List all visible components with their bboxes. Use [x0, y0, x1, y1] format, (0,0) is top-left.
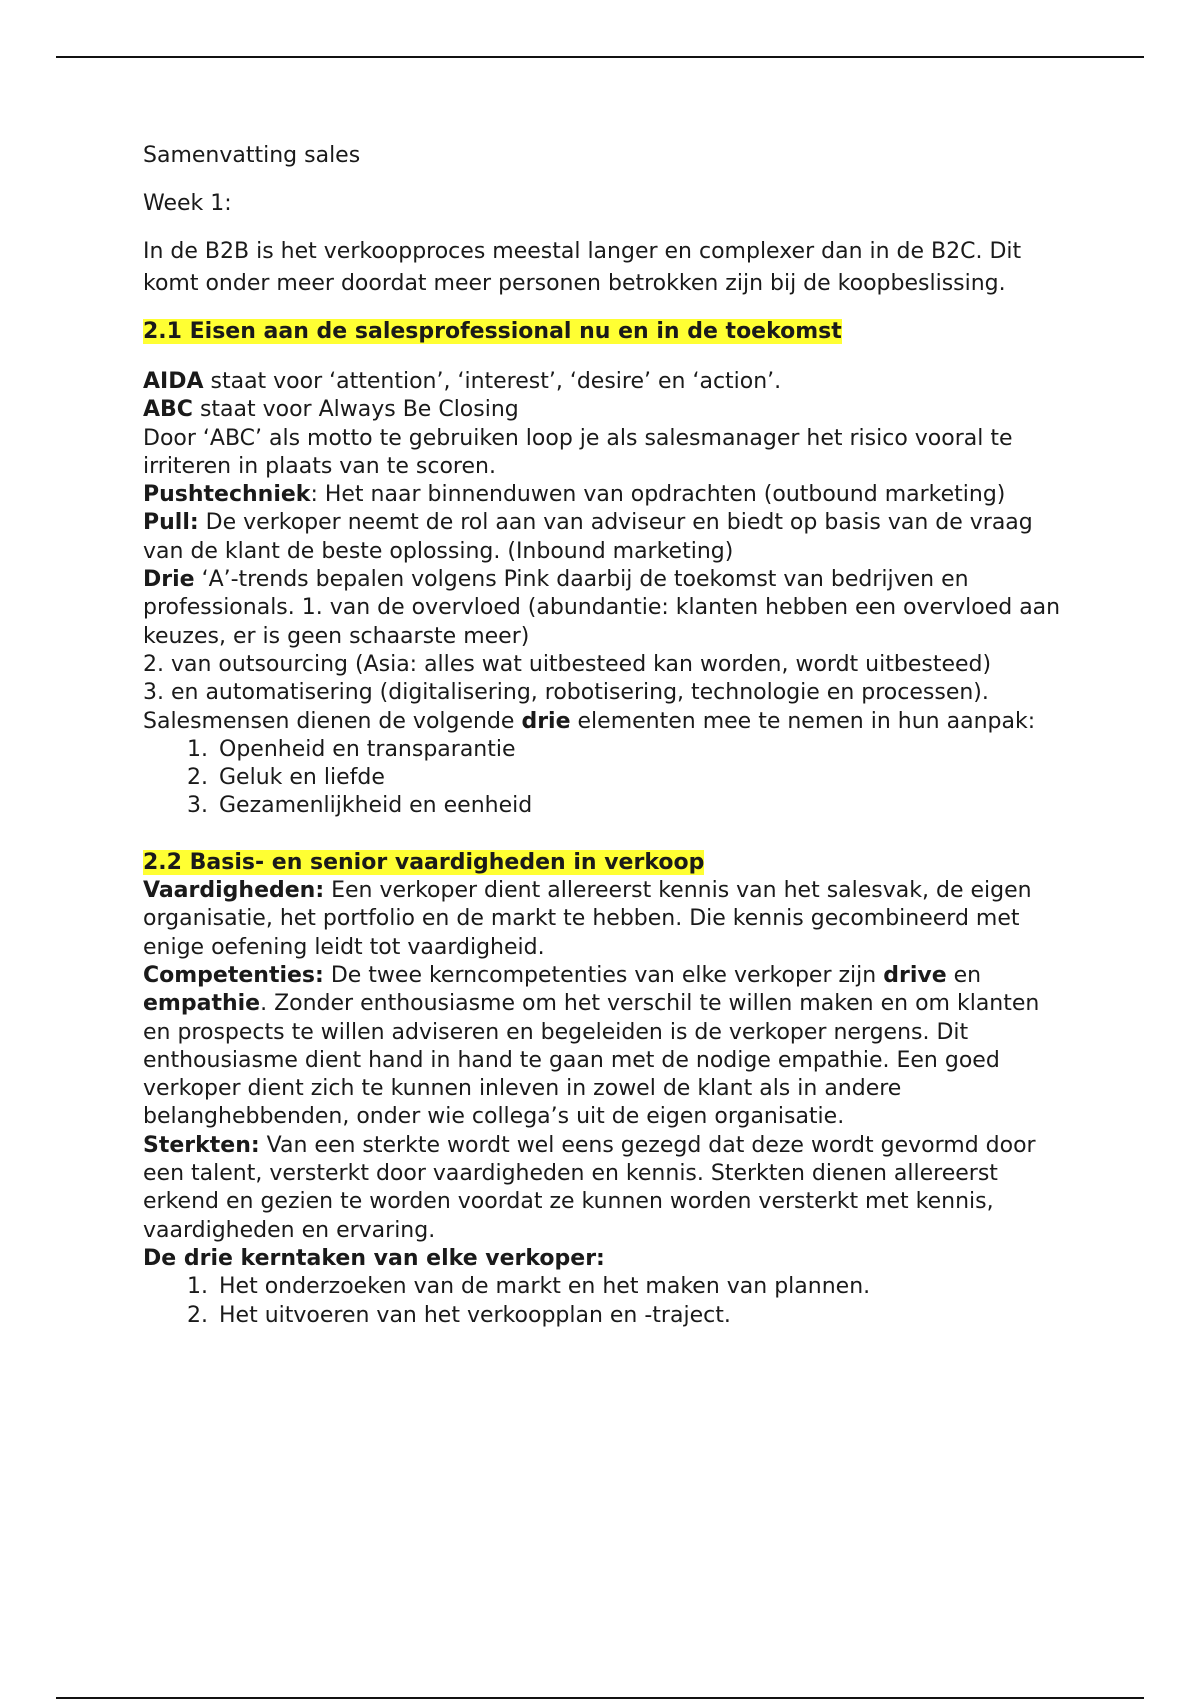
footer-rule: [56, 1697, 1144, 1699]
elements-list: [143, 736, 1063, 821]
section-heading-2-2-text: 2.2 Basis- en senior vaardigheden in verkoop: [143, 849, 705, 875]
aida-term: AIDA: [143, 369, 204, 394]
document-page: [143, 140, 1063, 1330]
competenties-term: Competenties:: [143, 962, 324, 988]
list-item: 2. Het uitvoeren van het verkoopplan en -traject.: [215, 1302, 1063, 1330]
elements-line: [143, 708, 1063, 736]
section-2-2-body: [143, 849, 1063, 1330]
vaardigheden-term: Vaardigheden:: [143, 878, 325, 904]
kerntaken-heading: [143, 1245, 1063, 1273]
section-2-1-body: [143, 368, 1063, 821]
kerntaken-heading-text: De drie kerntaken van elke verkoper:: [143, 1245, 605, 1271]
push-text: : Het naar binnenduwen van opdrachten (outbound marketing): [310, 482, 1006, 508]
section-heading-2-2: [143, 849, 1063, 877]
trend-2-line: 2. van outsourcing (Asia: alles wat uitbesteed kan worden, wordt uitbesteed): [143, 651, 992, 677]
push-term: Pushtechniek: [143, 482, 311, 508]
document-title: Samenvatting sales: [143, 143, 361, 168]
sterkten-line: [143, 1132, 1063, 1245]
motto-line: Door ‘ABC’ als motto te gebruiken loop je als salesmanager het risico vooral te irriteren in plaats van te scoren.: [143, 425, 1013, 479]
elements-pre: Salesmensen dienen de volgende: [143, 708, 522, 734]
list-item: 2. Geluk en liefde: [215, 764, 1063, 792]
drie-term: Drie: [143, 567, 195, 593]
abc-term: ABC: [143, 397, 193, 423]
aida-line: [143, 368, 1063, 396]
trend-3-line: 3. en automatisering (digitalisering, robotisering, technologie en processen).: [143, 680, 989, 706]
week-label: Week 1:: [143, 191, 232, 216]
list-item: 1. Openheid en transparantie: [215, 736, 1063, 764]
competenties-line: [143, 962, 1063, 1132]
sterkten-term: Sterkten:: [143, 1132, 260, 1158]
abc-text: staat voor Always Be Closing: [192, 397, 519, 423]
empathie-term: empathie: [143, 991, 261, 1017]
header-rule: [56, 56, 1144, 58]
sterkten-text: Van een sterkte wordt wel eens gezegd dat deze wordt gevormd door een talent, versterkt door vaardigheden en kennis. Sterkten dienen allereerst erkend en gezien te worden voordat ze kunnen worden versterkt met kennis, vaardigheden en ervaring.: [143, 1132, 1036, 1243]
competenties-text-1: De twee kerncompetenties van elke verkoper zijn: [323, 962, 884, 988]
list-item: 3. Gezamenlijkheid en eenheid: [215, 792, 1063, 820]
section-heading-2-1: [143, 316, 1063, 348]
competenties-en: en: [946, 962, 982, 988]
competenties-text-2: . Zonder enthousiasme om het verschil te willen maken en om klanten en prospects te willen adviseren en begeleiden is de verkoper nergens. Dit enthousiasme dient hand in hand te gaan met de nodige empathie. Een goed verkoper dient zich te kunnen inleven in zowel de klant als in andere belanghebbenden, onder wie collega’s uit de eigen organisatie.: [143, 991, 1040, 1130]
push-line: [143, 481, 1063, 509]
section-spacer: [143, 821, 1063, 849]
elements-bold: drie: [521, 708, 571, 734]
list-item: 1. Het onderzoeken van de markt en het maken van plannen.: [215, 1273, 1063, 1301]
drie-text: ‘A’-trends bepalen volgens Pink daarbij de toekomst van bedrijven en professionals. 1. van de overvloed (abundantie: klanten hebben een overvloed aan keuzes, er is geen schaarste meer): [143, 567, 1061, 649]
drive-term: drive: [883, 962, 947, 988]
vaardigheden-line: [143, 877, 1063, 962]
section-heading-2-1-text: 2.1 Eisen aan de salesprofessional nu en in de toekomst: [143, 319, 842, 344]
intro-paragraph: In de B2B is het verkoopproces meestal langer en complexer dan in de B2C. Dit komt onder meer doordat meer personen betrokken zijn bij de koopbeslissing.: [143, 239, 1022, 296]
pull-term: Pull:: [143, 510, 199, 536]
aida-text: staat voor ‘attention’, ‘interest’, ‘desire’ en ‘action’.: [203, 369, 782, 394]
pull-line: [143, 509, 1063, 566]
elements-post: elementen mee te nemen in hun aanpak:: [570, 708, 1036, 734]
vaardigheden-text: Een verkoper dient allereerst kennis van het salesvak, de eigen organisatie, het portfolio en de markt te hebben. Die kennis gecombineerd met enige oefening leidt tot vaardigheid.: [143, 878, 1032, 960]
kerntaken-list: [143, 1273, 1063, 1330]
abc-line: [143, 396, 1063, 424]
pull-text: De verkoper neemt de rol aan van adviseur en biedt op basis van de vraag van de klant de beste oplossing. (Inbound marketing): [143, 510, 1033, 564]
drie-line: [143, 566, 1063, 651]
